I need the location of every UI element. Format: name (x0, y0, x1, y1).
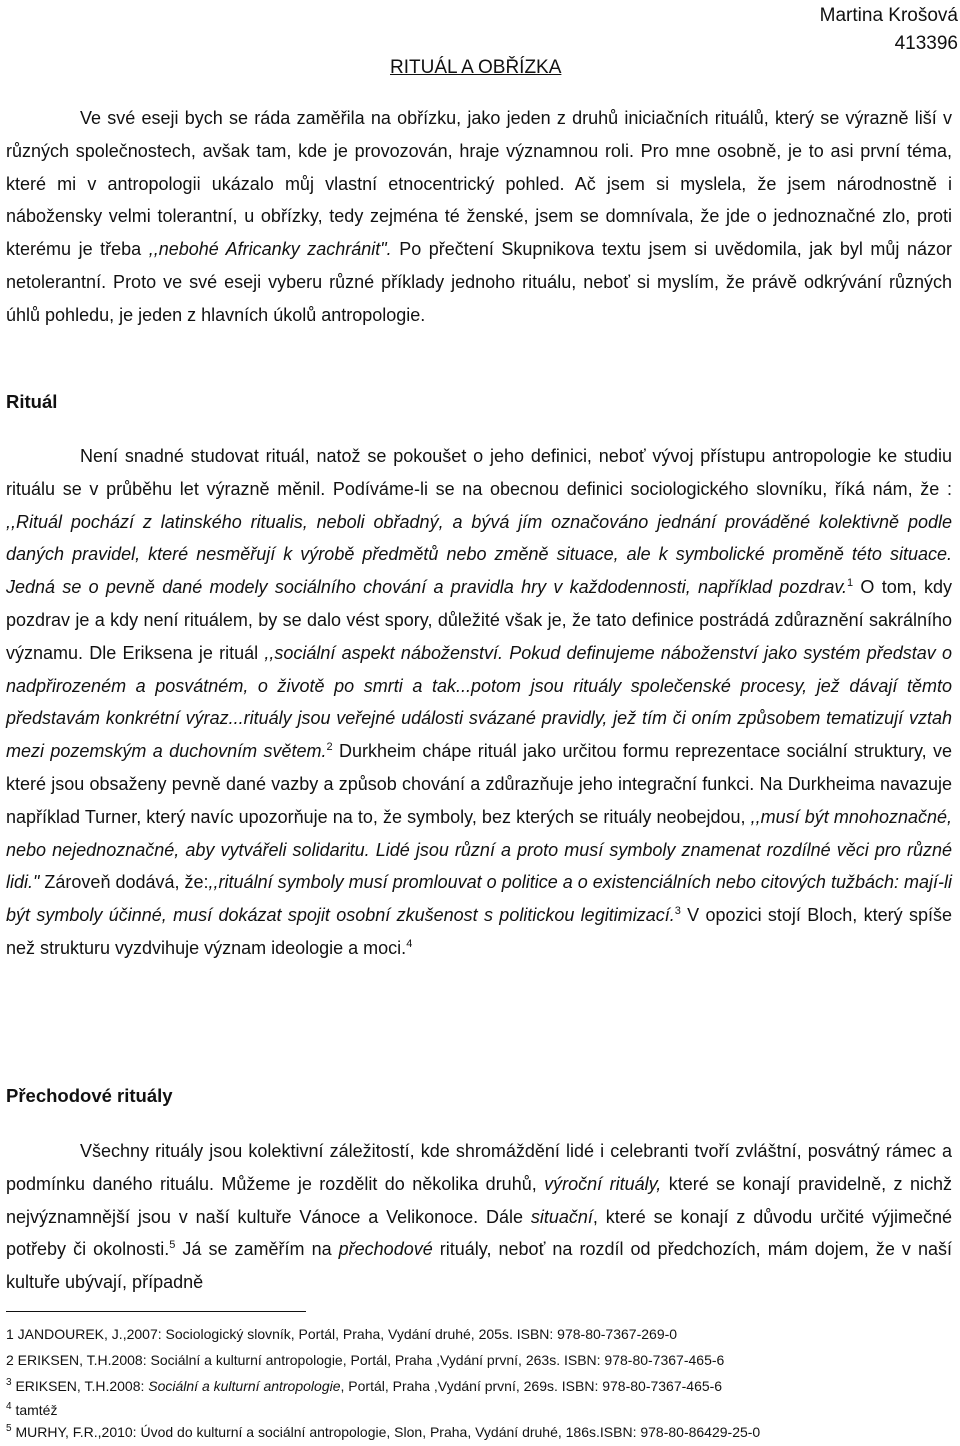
footnote-3-text-a: ERIKSEN, T.H.2008: (11, 1378, 149, 1394)
footnote-3-italic: Sociální a kulturní antropologie (148, 1378, 341, 1394)
transition-text-4: Já se zaměřím na (175, 1239, 339, 1260)
ritual-quote-1: ,,Rituál pochází z latinského ritualis, neboli obřadný, a bývá jím označováno jednání prováděné kolektivně podle daných pravidel, které nesměřují k výrobě předmětů nebo změně situace, ale k symbolické proměně této situace. Jedná se o pevně dané modely sociálního chování a pravidla hry v každodennosti, například pozdrav. (6, 511, 952, 598)
ritual-quote-4: ,,rituální symboly musí promlouvat o politice a o existenciálních nebo citových tužbách: mají-li být symboly účinné, musí dokázat spojit osobní zkušenost s politickou legitimizací. (6, 872, 952, 926)
footnote-4-number: 4 (6, 1401, 12, 1412)
footnote-3 (6, 1376, 952, 1396)
footnote-ref-5[interactable]: 5 (169, 1239, 176, 1252)
intro-quote: ,,nebohé Africanky zachránit". (148, 239, 392, 260)
footnote-2: 2 ERIKSEN, T.H.2008: Sociální a kulturní antropologie, Portál, Praha ,Vydání první, 263s. ISBN: 978-80-7367-465-6 (6, 1352, 725, 1368)
ritual-text-4: Zároveň dodává, že: (39, 872, 209, 893)
heading-ritual: Rituál (6, 391, 58, 412)
footnote-4-text: tamtéž (11, 1402, 58, 1418)
footnote-5 (6, 1422, 952, 1442)
footnote-4 (6, 1400, 952, 1420)
footnote-ref-4[interactable]: 4 (406, 937, 413, 950)
intro-text-2: Po přečtení Skupnikova textu jsem si uvědomila, jak byl můj názor netolerantní. Proto ve své eseji vyberu různé příklady jednoho rituálu, neboť si myslím, že právě odkrývání různých úhlů pohledu, je jeden z hlavních úkolů antropologie. (6, 239, 952, 325)
footnote-ref-2[interactable]: 2 (326, 741, 333, 754)
transition-paragraph (6, 1135, 952, 1299)
footnote-3-number: 3 (6, 1377, 12, 1388)
footnote-ref-1[interactable]: 1 (847, 577, 854, 590)
transition-italic-1: výroční rituály, (544, 1173, 662, 1194)
student-id: 413396 (894, 33, 958, 54)
footnote-ref-3[interactable]: 3 (674, 905, 681, 918)
ritual-text-5: V opozici stojí Bloch, který spíše než strukturu vyzdvihuje význam ideologie a moci. (6, 905, 952, 958)
ritual-quote-2: ,,sociální aspekt náboženství. Pokud definujeme náboženství jako systém představ o nadpřirozeném a posvátném, o životě po smrti a tak...potom jsou rituály společenské procesy, jež dávají těmto představám konkrétní výraz...rituály jsou veřejné události svázané pravidly, jež tím či oním způsobem tematizují vztah mezi pozemským a duchovním světem. (6, 642, 952, 762)
transition-text-1: Všechny rituály jsou kolektivní záležitostí, kde shromáždění lidé i celebranti tvoří zvláštní, posvátný rámec a podmínku daného rituálu. Můžeme je rozdělit do několika druhů, (6, 1141, 952, 1194)
ritual-paragraph (6, 440, 952, 965)
ritual-text-1: Není snadné studovat rituál, natož se pokoušet o jeho definici, neboť vývoj přístupu antropologie ke studiu rituálu se v průběhu let výrazně měnil. Podíváme-li se na obecnou definici sociologického slovníku, říká nám, že : (6, 446, 952, 499)
transition-italic-2: situační (530, 1206, 593, 1227)
footnote-separator (6, 1311, 306, 1312)
ritual-text-2: O tom, kdy pozdrav je a kdy není rituálem, by se dalo vést spory, důležité však je, že tato definice postrádá zdůraznění sakrálního významu. Dle Eriksena je rituál (6, 577, 952, 663)
footnote-5-number: 5 (6, 1423, 12, 1434)
transition-text-3: , které se konají z důvodu určité výjimečné potřeby či okolnosti. (6, 1206, 952, 1260)
intro-paragraph (6, 102, 952, 332)
author-block (820, 2, 958, 58)
heading-transition-rituals: Přechodové rituály (6, 1085, 173, 1106)
transition-italic-3: přechodové (338, 1239, 433, 1260)
document-title: RITUÁL A OBŘÍZKA (390, 57, 562, 78)
transition-text-2: které se konají pravidelně, z nichž nejvýznamnější jsou v naší kultuře Vánoce a Velikonoce. Dále (6, 1173, 952, 1227)
ritual-text-3: Durkheim chápe rituál jako určitou formu reprezentace sociální struktury, ve které jsou obsaženy pevně dané vazby a způsob chování a zdůrazňuje jeho integrační funkci. Na Durkheima navazuje například Turner, který navíc upozorňuje na to, že symboly, bez kterých se rituály neobejdou, (6, 741, 953, 827)
ritual-quote-3: ,,musí být mnohoznačné, nebo nejednoznačné, aby vytvářeli solidaritu. Lidé jsou různí a proto musí symboly znamenat rozdílné věci pro různé lidi." (6, 806, 953, 893)
footnote-1: 1 JANDOUREK, J.,2007: Sociologický slovník, Portál, Praha, Vydání druhé, 205s. ISBN: 978-80-7367-269-0 (6, 1326, 678, 1342)
intro-text-1: Ve své eseji bych se ráda zaměřila na obřízku, jako jeden z druhů iniciačních rituálů, který se výrazně liší v různých společnostech, avšak tam, kde je provozován, hraje významnou roli. Pro mne osobně, je to asi první téma, které mi v antropologii ukázalo můj vlastní etnocentrický pohled. Ač jsem si myslela, že jsem národnostně i nábožensky velmi tolerantní, u obřízky, tedy zejména té ženské, jsem se domnívala, že jde o jednoznačné zlo, proti kterému je třeba (6, 108, 952, 260)
transition-text-5: rituály, neboť na rozdíl od předchozích, mám dojem, že v naší kultuře ubývají, případně (6, 1239, 952, 1293)
footnote-3-text-b: , Portál, Praha ,Vydání první, 269s. ISBN: 978-80-7367-465-6 (340, 1378, 723, 1394)
footnote-5-text: MURHY, F.R.,2010: Úvod do kulturní a sociální antropologie, Slon, Praha, Vydání druhé, 186s.ISBN: 978-80-86429-25-0 (11, 1424, 761, 1440)
author-name: Martina Krošová (819, 5, 958, 26)
